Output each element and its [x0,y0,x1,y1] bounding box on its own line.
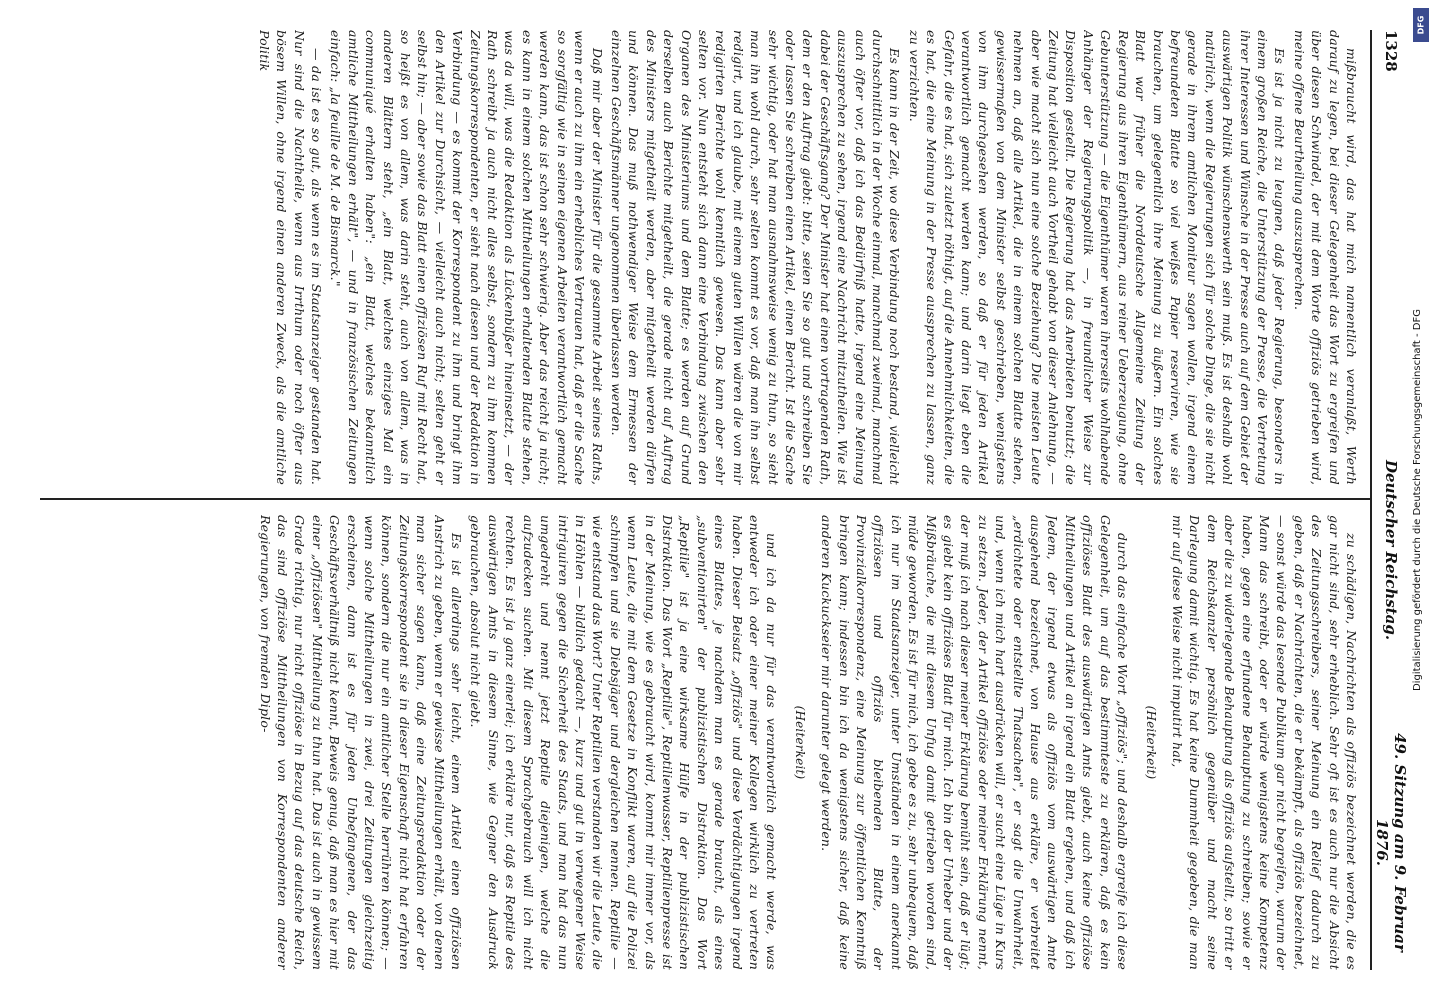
right-column [40,515,1360,970]
page-number: 1328 [1382,30,1400,72]
session-title: 49. Sitzung am 9. Februar 1876. [1373,733,1409,952]
paragraph: Es ist ja nicht zu leugnen, daß jeder Regierung, besonders in einem großen Reiche, die Unterstützung der Presse, die Vertretung ihrer Interessen und Wünsche in der Presse auch auf dem Gebiet der auswärtigen Politik wünschenswerth sein muß. Es ist deshalb wohl natürlich, wenn die Regierungen sich für solche Dinge, die sie nicht gerade in ihrem amtlichen Moniteur sagen wollen, irgend einem befreundeten Blatte so viel weißes Papier reserviren, wie sie brauchen, um gelegentlich ihre Meinung zu äußern. Ein solches Blatt war früher die Norddeutsche Allgemeine Zeitung der Regierung aus ihren Eigenthümern, aus reiner Ueberzeugung, ohne Gebunterstützung — die Eigenthümer waren ihrerseits wohlhabende Anhänger der Regierungspolitik —, in freundlicher Weise zur Disposition gestellt. Die Regierung hat das Anerbieten benutzt; die Zeitung hat vielleicht auch Vortheil gehabt von dieser Anlehnung, — aber wie macht sich nun eine solche Beziehung? Die meisten Leute nehmen an, daß alle Artikel, die in einem solchen Blatte stehen, gewissermaßen von dem Minister selbst geschrieben, wenigstens von ihm durchgesehen werden, so daß er für jeden Artikel verantwortlich gemacht werden kann; und darin liegt eben die Gefahr, die es hat, sich zuletzt nöthigt, auf die Annehmlichkeiten, die es hat, die eine Meinung in der Presse aussprechen zu lassen, ganz zu verzichten. [906,30,1288,485]
digitization-note [1412,20,1428,980]
page-header [1373,30,1409,970]
paragraph: durch das einfache Wort „offiziös"; und deshalb ergreife ich diese Gelegenheit, um auf das bestimmteste zu erklären, daß es kein offiziöses Blatt des auswärtigen Amts giebt, auch keine offiziöse Mittheilungen und Artikel an irgend ein Blatt ergehen, und daß ich Jedem, der irgend etwas als offiziös vom auswärtigen Amte ausgehend bezeichnet, von Hause aus erkläre, er verbreitet „erdichtete oder entstellte Thatsachen", er sagt die Unwahrheit, und, wenn ich mich hart ausdrücken will, er sucht eine Lüge in Kurs zu setzen. Jeder, der Artikel offiziöse oder meiner Erklärung nennt, der muß ich nach dieser meiner Erklärung bemüht sein, daß er lügt; es giebt kein offiziöses Blatt für mich. Ich bin der Urheber und der Mißbräuche, die mit diesem Unfug damit getrieben worden sind, müde geworden. Es ist für mich, ich gebe es zu, sehr unbequem, daß ich nur im Staatsanzeiger, unter Umständen in einem anerkannt offiziösen und offiziös bleibenden Blatte, der Provinzialkorrespondenz, eine Meinung zur öffentlichen Kenntniß bringen kann; indessen bin ich da wenigstens sicher, daß keine anderen Kuckuckseier mir darunter gelegt werden. [819,515,1131,970]
header-rule [1370,30,1372,970]
paragraph: Es kann in der Zeit, wo diese Verbindung noch bestand, vielleicht durchschnittlich in der Woche einmal, manchmal zweimal, manchmal auch öfter vor, daß ich das Bedürfniß hatte, irgend eine Meinung auszusprechen zu sehen, irgend eine Nachricht mitzutheilen. Wie ist dabei der Geschäftsgang? Der Minister hat einen vortragenden Rath, dem er den Auftrag giebt: bitte, seien Sie so gut und schreiben Sie oder lassen Sie schreiben einen Artikel, einen Bericht. Ist die Sache sehr wichtig, oder hat man ausnahmsweise wenig zu thun, so sieht man ihn wohl durch, sehr selten kommt es vor, daß man ihn selbst redigirt, und ich glaube, mit einem guten Willen wären die von mir redigirten Berichte wohl kenntlich gewesen. Das kann aber sehr selten vor. Nun entsteht sich dann eine Verbindung zwischen den Organen des Ministeriums und dem Blatte; es werden auf Grund derselben auch Berichte mitgetheilt, die gerade nicht auf Auftrag des Ministers mitgetheilt werden, aber mitgetheilt werden dürfen und können. Das muß nothwendiger Weise dem Ermessen der einzelnen Geschäftsmänner ungenommen überlassen werden. [608,30,903,485]
stage-direction: (Heiterkeit) [1143,705,1158,780]
left-column [40,30,1360,485]
stage-direction: (Heiterkeit) [792,705,807,780]
digitization-note-text: Digitalisierung gefördert durch die Deutsche Forschungsgemeinschaft - DFG [1412,309,1423,692]
paragraph: Es ist allerdings sehr leicht, einem Artikel einen offiziösen Anstrich zu geben, wenn er gewisse Mittheilungen erhält, von denen man sicher sagen kann, daß eine Zeitungsredaktion oder der Zeitungskorrespondent sie in dieser Eigenschaft nicht hat erfahren können, sondern die nur ein amtlicher Stelle herrühren können; — wenn solche Mittheilungen in zwei, drei Zeitungen gleichzeitig erscheinen, dann ist es für jeden Unbefangenen, der das Geschäftsverhältniß nicht kennt, Beweis genug, daß man es hier mit einer „offiziösen" Mittheilung zu thun hat. Das ist auch in gewissem Grade richtig, nur nicht offiziöse in Bezug auf das deutsche Reich, das sind offiziöse Mittheilungen von Korrespondenten anderer Regierungen, von fremden Diplo- [257,515,465,970]
publication-title: Deutscher Reichstag. [1382,460,1400,641]
paragraph: und ich da nur für das verantwortlich gemacht werde, was entweder ich oder einer meiner Kollegen wirklich zu vertreten haben. Dieser Beisatz „offiziös" und diese Verdächtigungen irgend eines Blattes, je nachdem man es gerade braucht, als eines „subventionirten" der publizistischen Distraktion. Das Wort „Reptilie" ist ja eine wirksame Hülfe in der publizistischen Distraktion. Das Wort „Reptilie", Reptilienwasser, Reptilienpresse ist in der Meinung, wie es gebraucht wird, kommt mir immer vor, als wenn Leute, die mit dem Gesetze in Konflikt waren, auf die Polizei schimpfen und sie Diebsjäger und dergleichen nennen. Reptilie — wie entstand das Wort? Unter Reptilien verstanden wir die Leute, die in Höhlen — bildlich gedacht —, kurz und gut in verwegener Weise intriguiren gegen die Sicherheit des Staats, und man hat das nun umgedreht und nennt jetzt Reptile diejenigen, welche die aufzudecken suchen. Mit diesem Sprachgebrauch will ich nicht rechten. Es ist ja ganz einerlei; ich erkläre nur, daß es Reptile des auswärtigen Amts in diesem Sinne, wie Gegner den Ausdruck gebrauchen, absolut nicht giebt. [468,515,780,970]
paragraph: zu schädigen, Nachrichten als offiziös bezeichnet werden, die es gar nicht sind, sehr erheblich. Sehr oft ist es auch nur die Absicht des Zeitungsschreibers, seiner Meinung ein Relief dadurch zu geben, daß er Nachrichten, die er bekämpft, als offiziös bezeichnet, — sonst würde das lesende Publikum gar nicht begreifen, warum der Mann das schreibt, oder er würde wenigstens keine Kompetenz haben, gegen eine erfundene Behauptung zu schreiben; sowie er aber die zu widerlegende Behauptung als offiziös aufstellt, so tritt er dem Reichskanzler persönlich gegenüber und macht seine Darlegung damit wichtig. Es hat keine Dummheit gegeben, die man mir auf diese Weise nicht imputirt hat, [1169,515,1359,970]
column-divider [40,498,1370,500]
paragraph: Daß mir aber der Minister für die gesammte Arbeit seines Raths, wenn er auch zu ihm ein erhebliches Vertrauen hat, daß er die Sache so sorgfältig wie in seinen eigenen Arbeiten verantwortlich gemacht werden kann, das ist schon sehr schwierig. Aber das reicht ja nicht; es kann in einem solchen Mittheilungen erhaltenden Blatte stehen, was da will, was die Redaktion als Lückenbüßer hineinsetzt, — der Rath schreibt ja auch nicht alles selbst, sondern zu ihm kommen Zeitungskorrespondenten, er sieht nach diesen und der Redaktion in Verbindung — es kommt der Korrespondent zu ihm und bringt ihm den Artikel zur Durchsicht, — vielleicht auch nicht; selten geht er selbst hin; — aber sowie das Blatt einen offiziösen Ruf mit Recht hat, so heißt es von allem, was darin steht, auch von allem, was in anderen Blättern steht, „ein Blatt, welches einziges Mal ein communiqué erhalten haben": „ein Blatt, welches bekanntlich amtliche Mittheilungen erhält", — und in französischen Zeitungen einfach: „la feuille de M. de Bismarck." [328,30,605,485]
paragraph: — da ist es so gut, als wenn es im Staatsanzeiger gestanden hat. Nur sind die Nachtheile, wenn aus Irrthum oder noch öfter aus bösem Willen, ohne irgend einen anderen Zweck, als die amtliche Politik [256,30,325,485]
dfg-logo-text: DFG [1416,15,1426,35]
paragraph: mißbraucht wird, das hat mich namentlich veranlaßt, Werth darauf zu legen, bei dieser Gelegenheit das Wort zu ergreifen und über diesen Schwindel, der mit dem Worte offiziös getrieben wird, meine offene Beurtheilung auszusprechen. [1291,30,1359,485]
